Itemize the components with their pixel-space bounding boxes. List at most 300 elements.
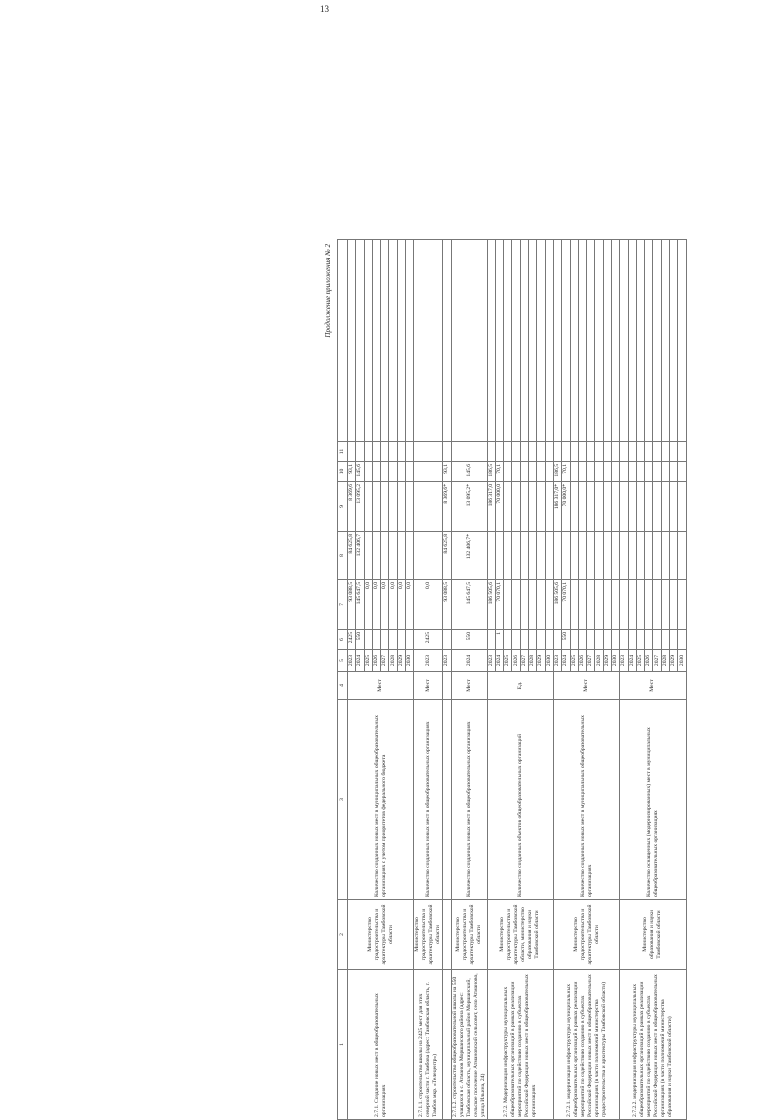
- regional-funding-cell: [653, 482, 661, 532]
- column-number: 1: [338, 970, 348, 1120]
- target-value-cell: [645, 630, 653, 650]
- year-cell: 2029: [537, 650, 545, 672]
- executor-cell: Министерство образования и науки Тамбовской области: [620, 900, 686, 970]
- table-row: [553, 240, 561, 1120]
- blank-cell: [603, 240, 611, 442]
- total-funding-cell: [661, 580, 669, 630]
- federal-funding-cell: [495, 532, 503, 580]
- federal-funding-cell: [537, 532, 545, 580]
- program-table: [337, 239, 687, 1120]
- year-cell: 2026: [645, 650, 653, 672]
- target-value-cell: [381, 630, 389, 650]
- local-funding-cell: [397, 462, 405, 482]
- executor-cell: Министерство градостроительства и архитектуры Тамбовской области: [451, 900, 487, 970]
- federal-funding-cell: [372, 532, 380, 580]
- regional-funding-cell: [611, 482, 619, 532]
- federal-funding-cell: 132 406,7: [356, 532, 364, 580]
- local-funding-cell: 93,1: [348, 462, 356, 482]
- federal-funding-cell: 132 406,7*: [451, 532, 487, 580]
- target-value-cell: [620, 630, 628, 650]
- local-funding-cell: [372, 462, 380, 482]
- regional-funding-cell: [570, 482, 578, 532]
- year-cell: 2025: [636, 650, 644, 672]
- target-value-cell: [504, 630, 512, 650]
- total-funding-cell: 145 647,5: [451, 580, 487, 630]
- total-funding-cell: 0,0: [364, 580, 372, 630]
- regional-funding-cell: [372, 482, 380, 532]
- federal-funding-cell: [487, 532, 495, 580]
- blank-cell: [537, 240, 545, 442]
- regional-funding-cell: [545, 482, 553, 532]
- blank-cell: [389, 240, 397, 442]
- other-funding-cell: [443, 442, 451, 462]
- total-funding-cell: [678, 580, 686, 630]
- year-cell: 2023: [414, 650, 443, 672]
- total-funding-cell: 0,0: [381, 580, 389, 630]
- federal-funding-cell: [397, 532, 405, 580]
- indicator-cell: Количество созданных объектов общеобразовательных организаций: [487, 700, 553, 900]
- year-cell: 2026: [512, 650, 520, 672]
- total-funding-cell: 145 647,5: [356, 580, 364, 630]
- federal-funding-cell: [670, 532, 678, 580]
- local-funding-cell: [587, 462, 595, 482]
- target-value-cell: [661, 630, 669, 650]
- local-funding-cell: [611, 462, 619, 482]
- total-funding-cell: [620, 580, 628, 630]
- other-funding-cell: [504, 442, 512, 462]
- local-funding-cell: [661, 462, 669, 482]
- other-funding-cell: [512, 442, 520, 462]
- blank-cell: [487, 240, 495, 442]
- local-funding-cell: 93,1: [443, 462, 451, 482]
- local-funding-cell: 70,1: [562, 462, 570, 482]
- other-funding-cell: [414, 442, 443, 462]
- year-cell: 2028: [661, 650, 669, 672]
- year-cell: 2027: [653, 650, 661, 672]
- page-number: 13: [320, 4, 329, 14]
- year-cell: 2023: [487, 650, 495, 672]
- total-funding-cell: [670, 580, 678, 630]
- regional-funding-cell: [636, 482, 644, 532]
- federal-funding-cell: [645, 532, 653, 580]
- local-funding-cell: 145,6: [451, 462, 487, 482]
- local-funding-cell: 186,5: [553, 462, 561, 482]
- other-funding-cell: [381, 442, 389, 462]
- indicator-cell: [443, 700, 451, 900]
- total-funding-cell: [504, 580, 512, 630]
- local-funding-cell: [414, 462, 443, 482]
- regional-funding-cell: [670, 482, 678, 532]
- local-funding-cell: [578, 462, 586, 482]
- year-cell: 2024: [495, 650, 503, 672]
- unit-cell: Мест: [553, 672, 619, 700]
- blank-cell: [381, 240, 389, 442]
- blank-cell: [520, 240, 528, 442]
- local-funding-cell: [545, 462, 553, 482]
- other-funding-cell: [520, 442, 528, 462]
- year-cell: 2023: [443, 650, 451, 672]
- regional-funding-cell: [603, 482, 611, 532]
- total-funding-cell: [611, 580, 619, 630]
- blank-cell: [562, 240, 570, 442]
- unit-cell: Мест: [414, 672, 443, 700]
- year-cell: 2029: [670, 650, 678, 672]
- year-cell: 2027: [587, 650, 595, 672]
- regional-funding-cell: 70 000,0*: [562, 482, 570, 532]
- total-funding-cell: 93 088,5: [443, 580, 451, 630]
- local-funding-cell: [603, 462, 611, 482]
- federal-funding-cell: [520, 532, 528, 580]
- regional-funding-cell: [537, 482, 545, 532]
- total-funding-cell: [512, 580, 520, 630]
- blank-cell: [348, 240, 356, 442]
- federal-funding-cell: [562, 532, 570, 580]
- blank-cell: [570, 240, 578, 442]
- column-number: 10: [338, 462, 348, 482]
- year-cell: 2029: [397, 650, 405, 672]
- target-value-cell: [553, 630, 561, 650]
- other-funding-cell: [553, 442, 561, 462]
- year-cell: 2024: [562, 650, 570, 672]
- other-funding-cell: [495, 442, 503, 462]
- federal-funding-cell: [636, 532, 644, 580]
- target-value-cell: [636, 630, 644, 650]
- blank-cell: [661, 240, 669, 442]
- other-funding-cell: [653, 442, 661, 462]
- other-funding-cell: [451, 442, 487, 462]
- year-cell: 2028: [595, 650, 603, 672]
- regional-funding-cell: [389, 482, 397, 532]
- other-funding-cell: [670, 442, 678, 462]
- local-funding-cell: [678, 462, 686, 482]
- column-number: 4: [338, 672, 348, 700]
- local-funding-cell: [504, 462, 512, 482]
- total-funding-cell: 0,0: [406, 580, 414, 630]
- target-value-cell: 1: [495, 630, 503, 650]
- target-value-cell: [545, 630, 553, 650]
- measure-name-cell: 2.7.2.2. модернизация инфраструктуры муниципальных общеобразовательных организаций в рамках реализации мероприятий по содействию созданию в субъектах Российской Федерации новых мест в общеобразовательных организациях (в части полномочий министерства образования и науки Тамбовской области): [620, 970, 686, 1120]
- federal-funding-cell: [406, 532, 414, 580]
- regional-funding-cell: [406, 482, 414, 532]
- local-funding-cell: [653, 462, 661, 482]
- federal-funding-cell: [364, 532, 372, 580]
- regional-funding-cell: [364, 482, 372, 532]
- total-funding-cell: [545, 580, 553, 630]
- table-body: [348, 240, 687, 1120]
- regional-funding-cell: [504, 482, 512, 532]
- year-cell: 2030: [678, 650, 686, 672]
- total-funding-cell: 186 505,6: [553, 580, 561, 630]
- year-cell: 2023: [553, 650, 561, 672]
- blank-cell: [595, 240, 603, 442]
- local-funding-cell: [520, 462, 528, 482]
- blank-cell: [356, 240, 364, 442]
- local-funding-cell: [620, 462, 628, 482]
- executor-cell: Министерство градостроительства и архитектуры Тамбовской области: [553, 900, 619, 970]
- target-value-cell: [397, 630, 405, 650]
- blank-cell: [495, 240, 503, 442]
- target-value-cell: [512, 630, 520, 650]
- local-funding-cell: [628, 462, 636, 482]
- federal-funding-cell: [611, 532, 619, 580]
- local-funding-cell: [595, 462, 603, 482]
- blank-cell: [414, 240, 443, 442]
- regional-funding-cell: 70 000,0: [495, 482, 503, 532]
- other-funding-cell: [397, 442, 405, 462]
- measure-name-cell: 2.7.1.1. строительство школы на 2425 мест для этих северной части г. Тамбова (адрес: Тамбовская область, г. Тамбов мкр. «Телецентр»): [414, 970, 443, 1120]
- total-funding-cell: [520, 580, 528, 630]
- executor-cell: Министерство градостроительства и архитектуры Тамбовской области: [414, 900, 443, 970]
- blank-cell: [578, 240, 586, 442]
- federal-funding-cell: [628, 532, 636, 580]
- executor-cell: Министерство градостроительства и архитектуры Тамбовской области, министерство образования и науки Тамбовской области: [487, 900, 553, 970]
- regional-funding-cell: 8 369,6*: [443, 482, 451, 532]
- target-value-cell: [587, 630, 595, 650]
- year-cell: 2025: [570, 650, 578, 672]
- column-number: 9: [338, 482, 348, 532]
- other-funding-cell: [661, 442, 669, 462]
- local-funding-cell: [381, 462, 389, 482]
- total-funding-cell: 0,0: [389, 580, 397, 630]
- other-funding-cell: [545, 442, 553, 462]
- local-funding-cell: [636, 462, 644, 482]
- table-row: [414, 240, 443, 1120]
- unit-cell: Ед.: [487, 672, 553, 700]
- federal-funding-cell: [595, 532, 603, 580]
- federal-funding-cell: [504, 532, 512, 580]
- table-row: [443, 240, 451, 1120]
- table-row: [487, 240, 495, 1120]
- total-funding-cell: 70 070,1: [495, 580, 503, 630]
- other-funding-cell: [529, 442, 537, 462]
- target-value-cell: [443, 630, 451, 650]
- regional-funding-cell: 186 317,0*: [553, 482, 561, 532]
- table-row: [348, 240, 356, 1120]
- blank-cell: [443, 240, 451, 442]
- other-funding-cell: [364, 442, 372, 462]
- year-cell: 2030: [406, 650, 414, 672]
- other-funding-cell: [389, 442, 397, 462]
- federal-funding-cell: [414, 532, 443, 580]
- local-funding-cell: [406, 462, 414, 482]
- local-funding-cell: 70,1: [495, 462, 503, 482]
- year-cell: 2024: [356, 650, 364, 672]
- other-funding-cell: [678, 442, 686, 462]
- blank-cell: [406, 240, 414, 442]
- blank-cell: [587, 240, 595, 442]
- indicator-cell: Количество созданных новых мест в общеобразовательных организациях: [414, 700, 443, 900]
- federal-funding-cell: [603, 532, 611, 580]
- regional-funding-cell: [587, 482, 595, 532]
- blank-cell: [553, 240, 561, 442]
- target-value-cell: 550: [356, 630, 364, 650]
- total-funding-cell: [645, 580, 653, 630]
- target-value-cell: [595, 630, 603, 650]
- rotated-page: [325, 240, 775, 1120]
- blank-cell: [611, 240, 619, 442]
- other-funding-cell: [587, 442, 595, 462]
- other-funding-cell: [487, 442, 495, 462]
- target-value-cell: [670, 630, 678, 650]
- column-number-row: [338, 240, 348, 1120]
- regional-funding-cell: [661, 482, 669, 532]
- other-funding-cell: [578, 442, 586, 462]
- target-value-cell: [678, 630, 686, 650]
- total-funding-cell: 0,0: [414, 580, 443, 630]
- year-cell: 2029: [603, 650, 611, 672]
- year-cell: 2027: [520, 650, 528, 672]
- indicator-cell: Количество оснащенных (модернизированных) мест в муниципальных общеобразовательных организациях: [620, 700, 686, 900]
- year-cell: 2027: [381, 650, 389, 672]
- empty-column: [338, 240, 348, 442]
- federal-funding-cell: [545, 532, 553, 580]
- total-funding-cell: 0,0: [397, 580, 405, 630]
- year-cell: 2030: [611, 650, 619, 672]
- federal-funding-cell: [512, 532, 520, 580]
- year-cell: 2028: [529, 650, 537, 672]
- regional-funding-cell: 186 317,0: [487, 482, 495, 532]
- measure-name-cell: 2.7.1.2. строительство общеобразовательной школы на 550 учащихся в с. Атманов Моршанского района (адрес: Тамбовская область, муниципальный район Моршанский, сельское поселение Атмановский сельсовет, село Атманово, улица Ильина, 24): [451, 970, 487, 1120]
- other-funding-cell: [620, 442, 628, 462]
- measure-name-cell: [443, 970, 451, 1120]
- federal-funding-cell: [381, 532, 389, 580]
- blank-cell: [678, 240, 686, 442]
- column-number: 11: [338, 442, 348, 462]
- indicator-cell: Количество созданных новых мест в муниципальных общеобразовательных организациях с учетом приоритетов федерального бюджета: [348, 700, 414, 900]
- federal-funding-cell: [653, 532, 661, 580]
- blank-cell: [628, 240, 636, 442]
- target-value-cell: [611, 630, 619, 650]
- measure-name-cell: 2.7.2. Модернизация инфраструктуры муниципальных общеобразовательных организаций в рамках реализации мероприятий по содействию созданию в субъектах Российской Федерации новых мест в общеобразовательных организациях: [487, 970, 553, 1120]
- unit-cell: [443, 672, 451, 700]
- unit-cell: Мест: [348, 672, 414, 700]
- target-value-cell: [364, 630, 372, 650]
- column-number: 8: [338, 532, 348, 580]
- regional-funding-cell: [678, 482, 686, 532]
- other-funding-cell: [645, 442, 653, 462]
- table-row: [620, 240, 628, 1120]
- year-cell: 2030: [545, 650, 553, 672]
- year-cell: 2024: [628, 650, 636, 672]
- regional-funding-cell: [628, 482, 636, 532]
- federal-funding-cell: [678, 532, 686, 580]
- total-funding-cell: [636, 580, 644, 630]
- target-value-cell: [389, 630, 397, 650]
- target-value-cell: 550: [562, 630, 570, 650]
- blank-cell: [545, 240, 553, 442]
- other-funding-cell: [603, 442, 611, 462]
- target-value-cell: [406, 630, 414, 650]
- other-funding-cell: [356, 442, 364, 462]
- regional-funding-cell: [595, 482, 603, 532]
- local-funding-cell: [670, 462, 678, 482]
- federal-funding-cell: [529, 532, 537, 580]
- column-number: 3: [338, 700, 348, 900]
- federal-funding-cell: [578, 532, 586, 580]
- total-funding-cell: [529, 580, 537, 630]
- local-funding-cell: [512, 462, 520, 482]
- local-funding-cell: [364, 462, 372, 482]
- target-value-cell: [628, 630, 636, 650]
- unit-cell: Мест: [620, 672, 686, 700]
- column-number: 5: [338, 650, 348, 672]
- regional-funding-cell: [520, 482, 528, 532]
- blank-cell: [512, 240, 520, 442]
- column-number: 2: [338, 900, 348, 970]
- regional-funding-cell: [578, 482, 586, 532]
- blank-cell: [504, 240, 512, 442]
- other-funding-cell: [611, 442, 619, 462]
- local-funding-cell: [537, 462, 545, 482]
- target-value-cell: 550: [451, 630, 487, 650]
- target-value-cell: [520, 630, 528, 650]
- regional-funding-cell: [381, 482, 389, 532]
- other-funding-cell: [348, 442, 356, 462]
- target-value-cell: [578, 630, 586, 650]
- target-value-cell: [487, 630, 495, 650]
- total-funding-cell: 186 505,6: [487, 580, 495, 630]
- other-funding-cell: [595, 442, 603, 462]
- blank-cell: [397, 240, 405, 442]
- blank-cell: [670, 240, 678, 442]
- year-cell: 2025: [504, 650, 512, 672]
- executor-cell: [443, 900, 451, 970]
- table-row: [451, 240, 487, 1120]
- local-funding-cell: [389, 462, 397, 482]
- target-value-cell: [537, 630, 545, 650]
- blank-cell: [451, 240, 487, 442]
- total-funding-cell: [578, 580, 586, 630]
- regional-funding-cell: 13 095,2*: [451, 482, 487, 532]
- total-funding-cell: [595, 580, 603, 630]
- executor-cell: Министерство градостроительства и архитектуры Тамбовской области: [348, 900, 414, 970]
- regional-funding-cell: [397, 482, 405, 532]
- year-cell: 2023: [620, 650, 628, 672]
- year-cell: 2026: [578, 650, 586, 672]
- local-funding-cell: [645, 462, 653, 482]
- year-cell: 2026: [372, 650, 380, 672]
- other-funding-cell: [562, 442, 570, 462]
- local-funding-cell: [529, 462, 537, 482]
- regional-funding-cell: [529, 482, 537, 532]
- federal-funding-cell: [661, 532, 669, 580]
- year-cell: 2023: [348, 650, 356, 672]
- column-number: 7: [338, 580, 348, 630]
- federal-funding-cell: [620, 532, 628, 580]
- year-cell: 2028: [389, 650, 397, 672]
- total-funding-cell: 0,0: [372, 580, 380, 630]
- total-funding-cell: [570, 580, 578, 630]
- regional-funding-cell: [512, 482, 520, 532]
- blank-cell: [653, 240, 661, 442]
- regional-funding-cell: [620, 482, 628, 532]
- other-funding-cell: [537, 442, 545, 462]
- total-funding-cell: [537, 580, 545, 630]
- other-funding-cell: [372, 442, 380, 462]
- federal-funding-cell: [553, 532, 561, 580]
- regional-funding-cell: 13 095,2: [356, 482, 364, 532]
- measure-name-cell: 2.7.2.1. модернизация инфраструктуры муниципальных общеобразовательных организаций в рамках реализации мероприятий по содействию созданию в субъектах Российской Федерации новых мест в общеобразовательных организациях (в части полномочий министерства градостроительства и архитектуры Тамбовской области): [553, 970, 619, 1120]
- year-cell: 2025: [364, 650, 372, 672]
- target-value-cell: [372, 630, 380, 650]
- local-funding-cell: [570, 462, 578, 482]
- target-value-cell: [603, 630, 611, 650]
- federal-funding-cell: [389, 532, 397, 580]
- total-funding-cell: 93 088,5: [348, 580, 356, 630]
- regional-funding-cell: 8 369,6: [348, 482, 356, 532]
- blank-cell: [364, 240, 372, 442]
- federal-funding-cell: 84 625,8: [443, 532, 451, 580]
